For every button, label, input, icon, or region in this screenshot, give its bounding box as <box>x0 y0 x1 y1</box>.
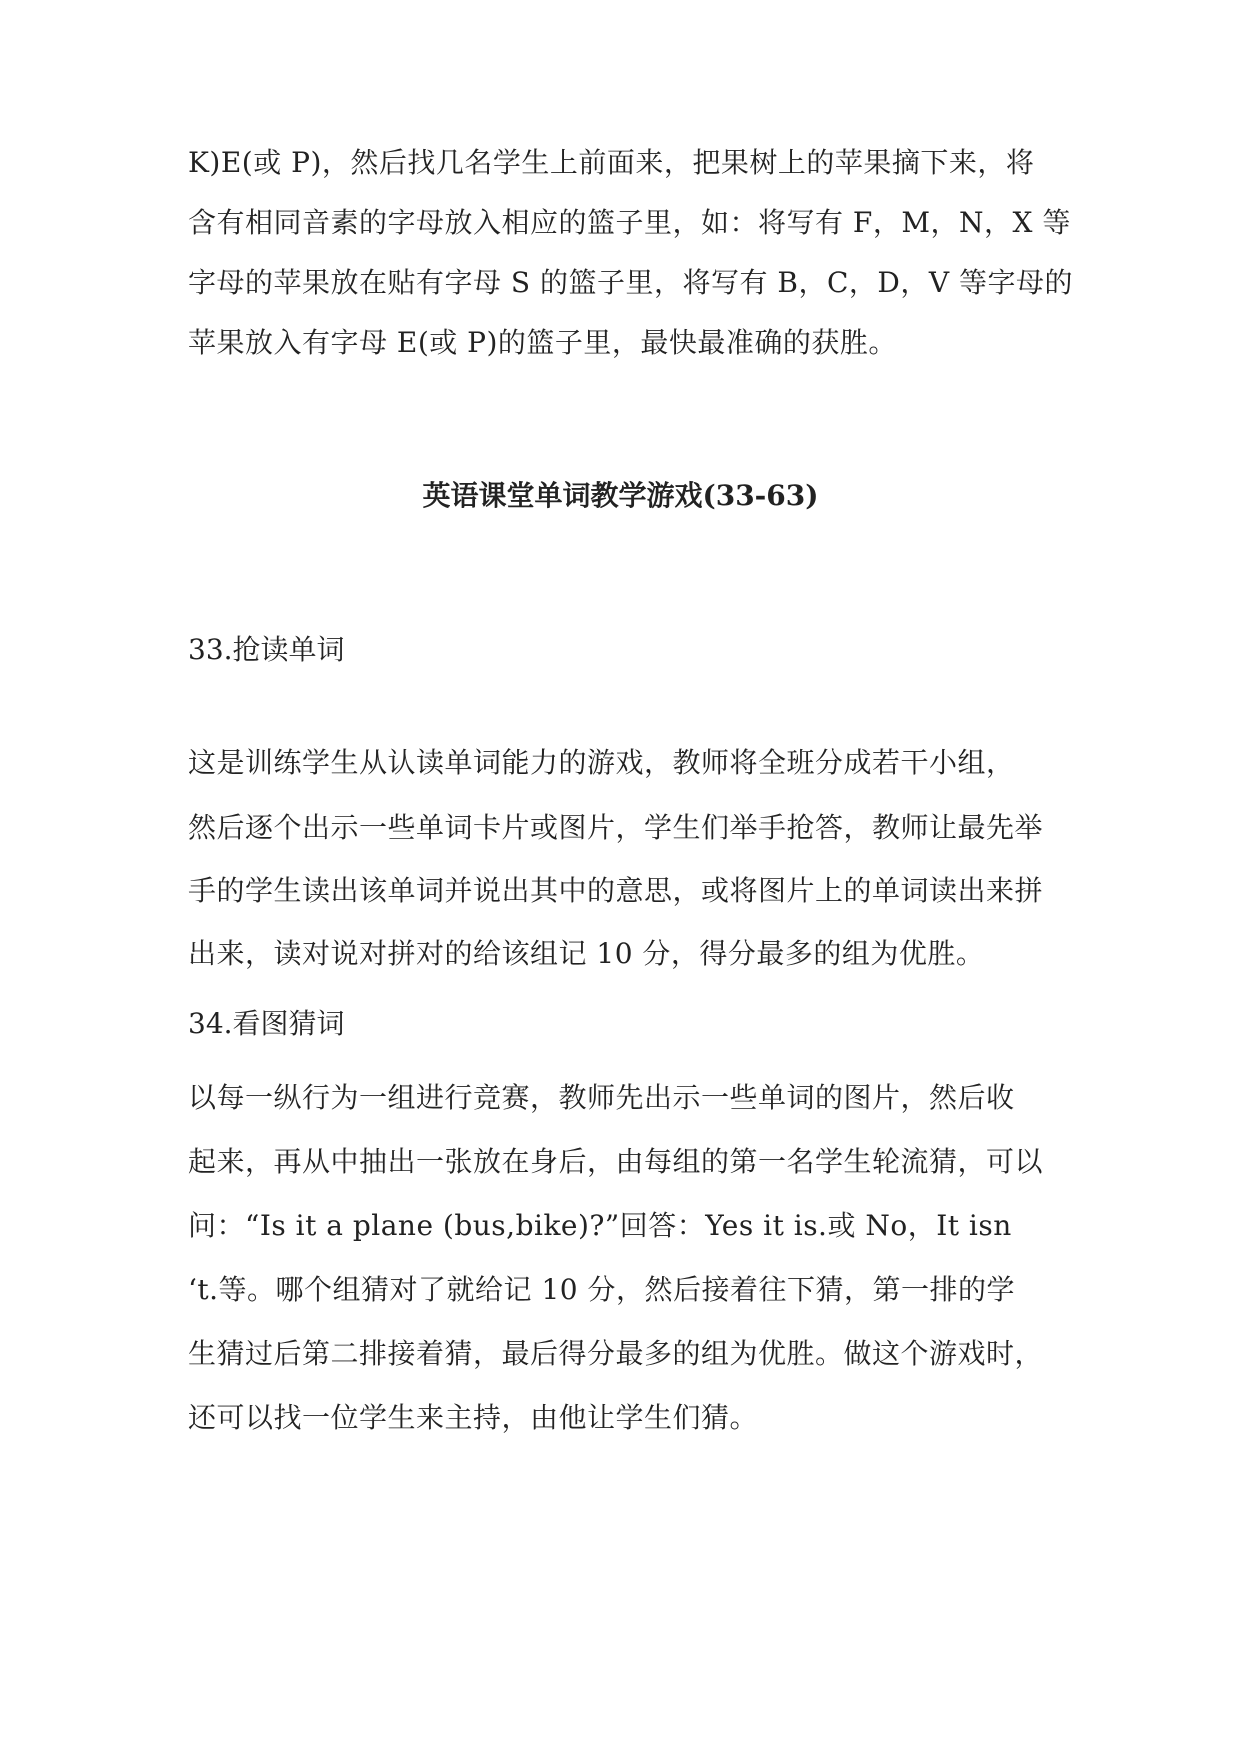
intro-line-2: 含有相同音素的字母放入相应的篮子里，如：将写有 F，M，N，X 等 <box>188 206 1071 239</box>
game-33-heading: 33.抢读单词 <box>188 633 345 666</box>
game-34-line-2: 起来，再从中抽出一张放在身后，由每组的第一名学生轮流猜，可以 <box>188 1145 1044 1178</box>
game-34-line-4: ‘t.等。哪个组猜对了就给记 10 分，然后接着往下猜，第一排的学 <box>188 1273 1015 1306</box>
game-34-line-6: 还可以找一位学生来主持，由他让学生们猜。 <box>188 1401 759 1434</box>
section-title: 英语课堂单词教学游戏(33-63) <box>422 479 819 512</box>
game-33-line-4: 出来，读对说对拼对的给该组记 10 分，得分最多的组为优胜。 <box>188 937 985 970</box>
game-33-line-2: 然后逐个出示一些单词卡片或图片，学生们举手抢答，教师让最先举 <box>188 811 1044 844</box>
game-34-line-3: 问：“Is it a plane (bus,bike)?”回答：Yes it is.或 No，It isn <box>188 1209 1012 1242</box>
intro-line-1: K)E(或 P)，然后找几名学生上前面来，把果树上的苹果摘下来，将 <box>188 146 1035 179</box>
game-34-line-1: 以每一纵行为一组进行竞赛，教师先出示一些单词的图片，然后收 <box>188 1081 1015 1114</box>
game-33-line-3: 手的学生读出该单词并说出其中的意思，或将图片上的单词读出来拼 <box>188 874 1044 907</box>
game-33-line-1: 这是训练学生从认读单词能力的游戏，教师将全班分成若干小组， <box>188 746 1015 779</box>
intro-line-4: 苹果放入有字母 E(或 P)的篮子里，最快最准确的获胜。 <box>188 326 897 359</box>
game-34-heading: 34.看图猜词 <box>188 1007 345 1040</box>
game-34-line-5: 生猜过后第二排接着猜，最后得分最多的组为优胜。做这个游戏时， <box>188 1337 1044 1370</box>
intro-line-3: 字母的苹果放在贴有字母 S 的篮子里，将写有 B，C，D，V 等字母的 <box>188 266 1073 299</box>
